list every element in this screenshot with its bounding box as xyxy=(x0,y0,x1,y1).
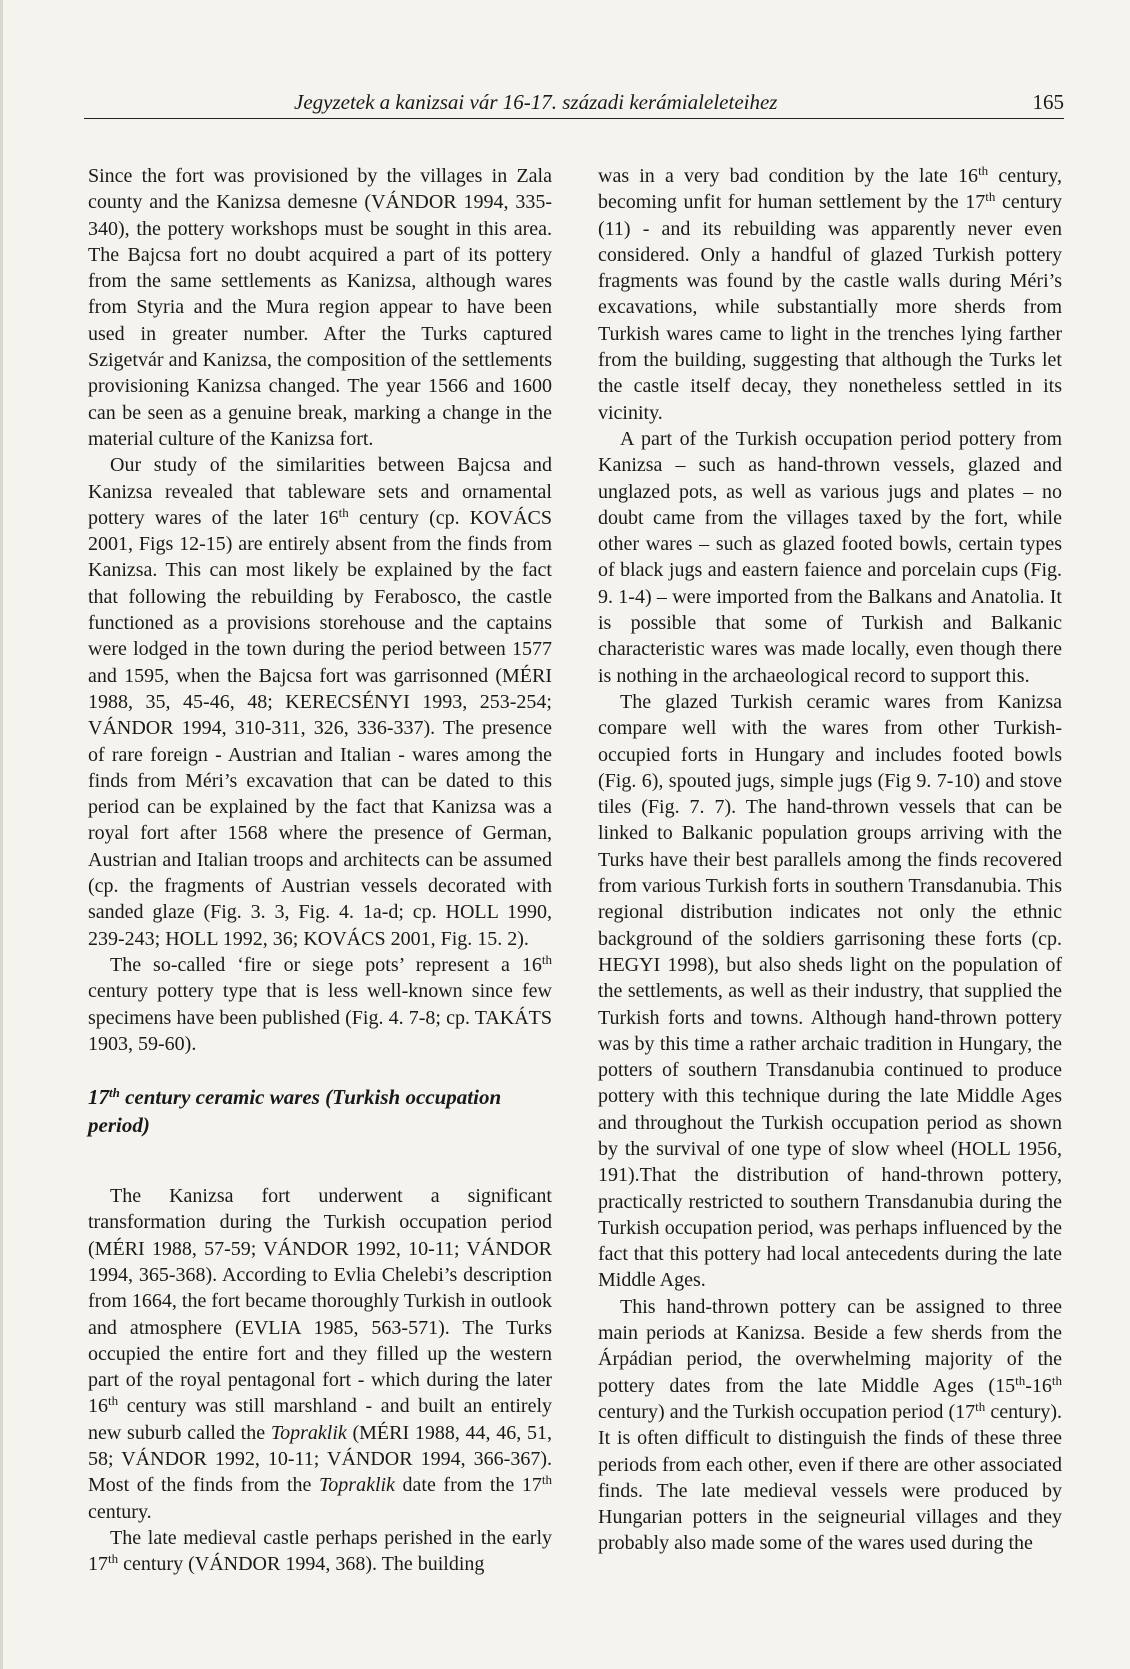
paragraph: The glazed Turkish ceramic wares from Kanizsa compare well with the wares from other Turkish-occupied forts in Hungary and includes footed bowls (Fig. 6), spouted jugs, simple jugs (Fig 9. 7-10) and stove tiles (Fig. 7. 7). The hand-thrown vessels that can be linked to Balkanic population groups arriving with the Turks have their best parallels among the finds recovered from various Turkish forts in southern Transdanubia. This regional distribution indicates not only the ethnic background of the soldiers garrisoning these forts (cp. HEGYI 1998), but also sheds light on the population of the settlements, as well as their industry, that supplied the Turkish forts and towns. Although hand-thrown pottery was by this time a rather archaic tradition in Hungary, the potters of southern Transdanubia continued to produce pottery with this technique during the late Middle Ages and throughout the Turkish occupation period as shown by the survival of one type of slow wheel (HOLL 1956, 191).That the distribution of hand-thrown pottery, practically restricted to southern Transdanubia during the Turkish occupation period, was perhaps influenced by the fact that this pottery had local antecedents during the late Middle Ages. xyxy=(598,690,1062,1292)
section-heading: 17th century ceramic wares (Turkish occupation period) xyxy=(88,1085,502,1138)
paragraph: This hand-thrown pottery can be assigned to three main periods at Kanizsa. Beside a few sherds from the Árpádian period, the overwhelming majority of the pottery dates from the late Middle Ages (15th-16th century) and the Turkish occupation period (17th century). It is often difficult to distinguish the finds of these three periods from each other, even if there are other associated finds. The late medieval vessels were produced by Hungarian potters in the seigneurial villages and they probably also made some of the wares used during the xyxy=(598,1295,1063,1555)
header-rule xyxy=(84,118,1064,119)
right-column xyxy=(598,163,1062,1557)
running-title: Jegyzetek a kanizsai vár 16-17. századi kerámialeleteihez xyxy=(294,90,778,114)
paragraph: The late medieval castle perhaps perished in the early 17th century (VÁNDOR 1994, 368). The building xyxy=(88,1526,552,1576)
page-number: 165 xyxy=(1032,90,1064,114)
page-edge xyxy=(0,0,3,1669)
paragraph: The so-called ‘fire or siege pots’ represent a 16th century pottery type that is less well-known since few specimens have been published (Fig. 4. 7-8; cp. TAKÁTS 1903, 59-60). xyxy=(88,951,552,1055)
paragraph: Since the fort was provisioned by the villages in Zala county and the Kanizsa demesne (VÁNDOR 1994, 335-340), the pottery workshops must be sought in this area. The Bajcsa fort no doubt acquired a part of its pottery from the same settlements as Kanizsa, although wares from Styria and the Mura region appear to have been used in greater number. After the Turks captured Szigetvár and Kanizsa, the composition of the settlements provisioning Kanizsa changed. The year 1566 and 1600 can be seen as a genuine break, marking a change in the material culture of the Kanizsa fort. xyxy=(88,165,552,450)
paragraph: A part of the Turkish occupation period pottery from Kanizsa – such as hand-thrown vessels, glazed and unglazed pots, as well as various jugs and plates – no doubt came from the villages taxed by the fort, while other wares – such as glazed footed bowls, certain types of black jugs and eastern faience and porcelain cups (Fig. 9. 1-4) – were imported from the Balkans and Anatolia. It is possible that some of Turkish and Balkanic characteristic wares was made locally, even though there is nothing in the archaeological record to support this. xyxy=(598,427,1062,687)
running-header xyxy=(84,90,1064,120)
paragraph: Our study of the similarities between Bajcsa and Kanizsa revealed that tableware sets and ornamental pottery wares of the later 16th century (cp. KOVÁCS 2001, Figs 12-15) are entirely absent from the finds from Kanizsa. This can most likely be explained by the fact that following the rebuilding by Ferabosco, the castle functioned as a provisions storehouse and the captains were lodged in the town during the period between 1577 and 1595, when the Bajcsa fort was garrisonned (MÉRI 1988, 35, 45-46, 48; KERECSÉNYI 1993, 253-254; VÁNDOR 1994, 310-311, 326, 336-337). The presence of rare foreign - Austrian and Italian - wares among the finds from Méri’s excavation that can be dated to this period can be explained by the fact that Kanizsa was a royal fort after 1568 where the presence of German, Austrian and Italian troops and architects can be assumed (cp. the fragments of Austrian vessels decorated with sanded glaze (Fig. 3. 3, Fig. 4. 1a-d; cp. HOLL 1990, 239-243; HOLL 1992, 36; KOVÁCS 2001, Fig. 15. 2). xyxy=(88,454,552,950)
paragraph: was in a very bad condition by the late 16th century, becoming unfit for human settlement by the 17th century (11) - and its rebuilding was apparently never even considered. Only a handful of glazed Turkish pottery fragments was found by the castle walls during Méri’s excavations, while substantially more sherds from Turkish wares came to light in the trenches lying farther from the building, suggesting that although the Turks let the castle itself decay, they nonetheless settled in its vicinity. xyxy=(598,163,1062,424)
paragraph: The Kanizsa fort underwent a significant transformation during the Turkish occupation period (MÉRI 1988, 57-59; VÁNDOR 1992, 10-11; VÁNDOR 1994, 365-368). According to Evlia Chelebi’s description from 1664, the fort became thoroughly Turkish in outlook and atmosphere (EVLIA 1985, 563-571). The Turks occupied the entire fort and they filled up the western part of the royal pentagonal fort - which during the later 16th century was still marshland - and built an entirely new suburb called the Topraklik (MÉRI 1988, 44, 46, 51, 58; VÁNDOR 1992, 10-11; VÁNDOR 1994, 366-367). Most of the finds from the Topraklik date from the 17th century. xyxy=(88,1185,552,1523)
left-column xyxy=(88,163,552,1578)
